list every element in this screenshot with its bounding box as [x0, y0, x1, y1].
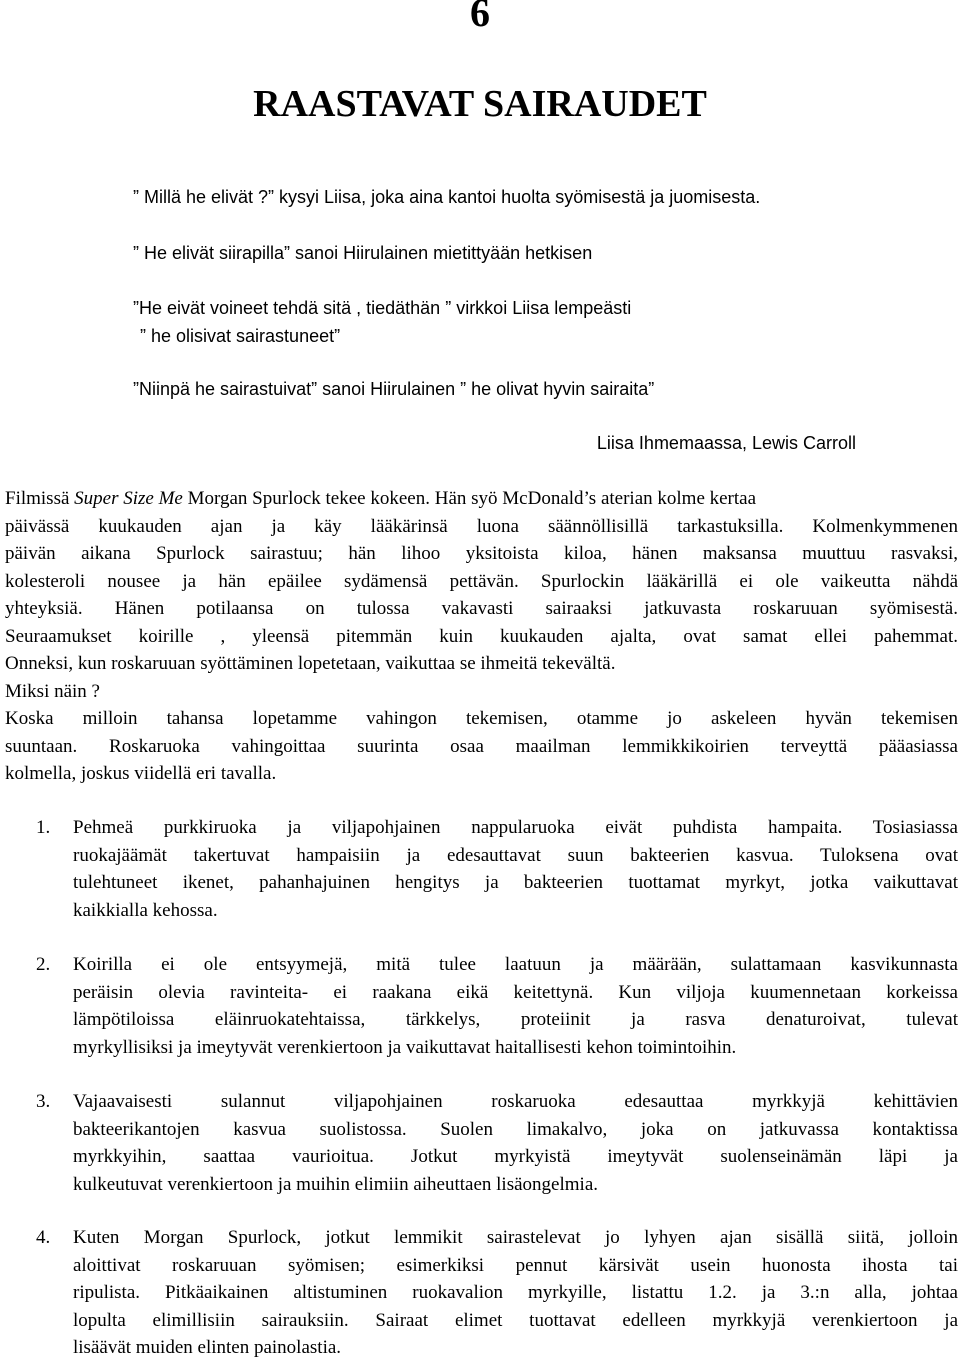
intro-line [5, 485, 958, 513]
intro-line: Koska milloin tahansa lopetamme vahingon tekemisen, otamme jo askeleen hyvän tekemisen [5, 708, 958, 729]
epigraph-line: ” He elivät siirapilla” sanoi Hiirulainen mietittyään hetkisen [133, 243, 593, 263]
list-item-text [73, 814, 958, 924]
intro-line: suuntaan. Roskaruoka vahingoittaa suurinta osaa maailman lemmikkikoirien terveyttä pääasiassa [5, 735, 958, 757]
list-item-line: bakteerikantojen kasvua suolistossa. Suolen limakalvo, joka on jatkuvassa kontaktissa [73, 1118, 958, 1140]
list-item-number: 3. [36, 1091, 51, 1112]
list-item-line: lämpötiloissa eläinruokatehtaissa, tärkkelys, proteiinit ja rasva denaturoivat, tulevat [73, 1009, 958, 1030]
list-item-text [73, 1088, 958, 1198]
intro-line: päivässä kuukauden ajan ja käy lääkärinsä luona säännöllisillä tarkastuksilla. Kolmenkymmenen [5, 515, 958, 537]
list-item-line: Vajaavaisesti sulannut viljapohjainen roskaruoka edesauttaa myrkkyjä kehittävien [73, 1091, 958, 1112]
intro-line: kolesteroli nousee ja hän epäilee sydämensä pettävän. Spurlockin lääkärillä ei ole vaikeutta nähdä [5, 570, 958, 592]
list-item-line: myrkkyihin, saattaa vaurioitua. Jotkut myrkyistä imeytyvät suolenseinämän läpi ja [73, 1146, 958, 1167]
intro-line: Onneksi, kun roskaruuan syöttäminen lopetetaan, vaikuttaa se ihmeitä tekevältä. [5, 653, 616, 674]
chapter-title: RAASTAVAT SAIRAUDET [253, 83, 707, 125]
list-item-line: Pehmeä purkkiruoka ja viljapohjainen nappularuoka eivät puhdista hampaita. Tosiasiassa [73, 817, 958, 838]
list-item-text [73, 951, 958, 1061]
intro-line: päivän aikana Spurlock sairastuu; hän lihoo yksitoista kiloa, hänen maksansa muuttuu rasvaksi, [5, 543, 958, 564]
list-item-line: kulkeutuvat verenkiertoon ja muihin elimiin aiheuttaen lisäongelmia. [73, 1173, 598, 1195]
list-item-line: peräisin olevia ravinteita- ei raakana eikä keitettynä. Kun viljoja kuumennetaan korkeissa [73, 981, 958, 1003]
film-prefix: Filmissä [5, 488, 75, 509]
epigraph-line: ”He eivät voineet tehdä sitä , tiedäthän ” virkkoi Liisa lempeästi [133, 298, 632, 318]
list-item-number: 2. [36, 954, 51, 975]
list-item-line: aloittivat roskaruuan syömisen; esimerkiksi pennut kärsivät usein huonosta ihosta tai [73, 1254, 958, 1276]
epigraph-line: ” he olisivat sairastuneet” [140, 326, 341, 346]
intro-line: yhteyksiä. Hänen potilaansa on tulossa vakavasti sairaaksi jatkuvasta roskaruuan syömisestä. [5, 598, 958, 619]
list-item-line: Koirilla ei ole entsyymejä, mitä tulee laatuun ja määrään, sulattamaan kasvikunnasta [73, 954, 958, 975]
list-item-number: 4. [36, 1227, 51, 1248]
list-item-line: myrkyllisiksi ja imeytyvät verenkiertoon ja vaikuttavat haitallisesti kehon toimintoihin. [73, 1036, 737, 1058]
epigraph-line: ”Niinpä he sairastuivat” sanoi Hiirulainen ” he olivat hyvin sairaita” [133, 379, 655, 399]
film-title: Super Size Me [74, 488, 183, 509]
list-item-text [73, 1224, 958, 1362]
page-number: 6 [470, 0, 490, 35]
intro-line: Miksi näin ? [5, 680, 100, 702]
list-item-line: Kuten Morgan Spurlock, jotkut lemmikit sairastelevat jo lyhyen ajan sisällä siitä, jolloin [73, 1227, 958, 1248]
intro-line: kolmella, joskus viidellä eri tavalla. [5, 763, 277, 784]
list-item-line: ripulista. Pitkäaikainen altistuminen ruokavalion myrkyille, listattu 1.2. ja 3.:n alla, johtaa [73, 1282, 958, 1303]
intro-text: Morgan Spurlock tekee kokeen. Hän syö McDonald’s aterian kolme kertaa [187, 488, 757, 509]
list-item-line: lisäävät muiden elinten painolastia. [73, 1337, 342, 1358]
epigraph-attribution: Liisa Ihmemaassa, Lewis Carroll [596, 433, 856, 453]
list-item-line: kaikkialla kehossa. [73, 899, 218, 921]
epigraph-line: ” Millä he elivät ?” kysyi Liisa, joka aina kantoi huolta syömisestä ja juomisesta. [133, 187, 761, 207]
list-item-line: lopulta elimillisiin sairauksiin. Sairaat elimet tuottavat edelleen myrkkyjä verenkiertoon ja [73, 1309, 958, 1331]
list-item-line: ruokajäämät takertuvat hampaisiin ja edesauttavat suun bakteerien kasvua. Tuloksena ovat [73, 844, 958, 866]
list-item-number: 1. [36, 817, 51, 838]
intro-line: Seuraamukset koirille , yleensä pitemmän kuin kuukauden ajalta, ovat samat ellei pahemmat. [5, 625, 958, 647]
list-item-line: tulehtuneet ikenet, pahanhajuinen hengitys ja bakteerien tuottamat myrkyt, jotka vaikuttavat [73, 872, 958, 893]
intro-paragraph [5, 485, 958, 788]
